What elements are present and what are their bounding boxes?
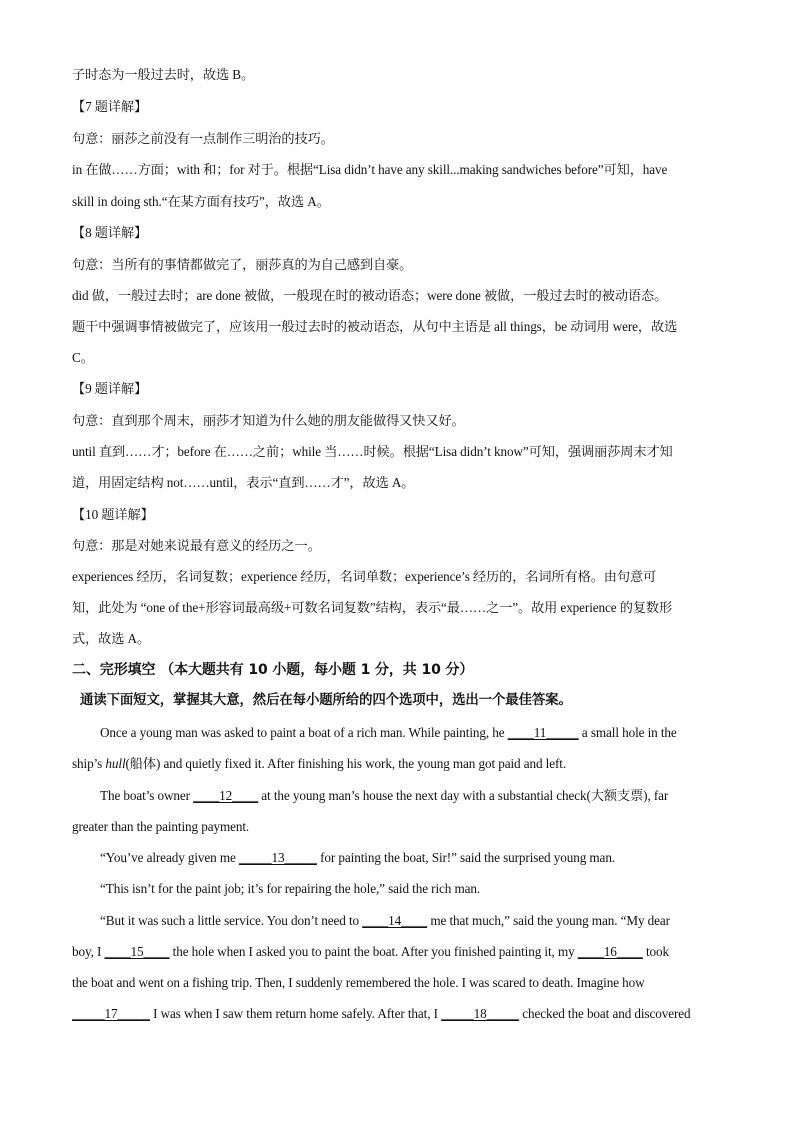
passage-text: boy, I <box>72 944 105 959</box>
section-instruction: 通读下面短文，掌握其大意，然后在每小题所给的四个选项中，选出一个最佳答案。 <box>80 693 572 708</box>
text-line: 式，故选 A。 <box>72 631 151 646</box>
passage-line <box>72 755 732 773</box>
text-line: 句意：那是对她来说最有意义的经历之一。 <box>72 538 321 553</box>
text-line: 句意：丽莎之前没有一点制作三明治的技巧。 <box>72 131 334 146</box>
blank-18: _____18_____ <box>441 1006 520 1021</box>
section-title: 二、完形填空 （本大题共有 10 小题，每小题 1 分，共 10 分） <box>72 662 474 678</box>
passage-text: “But it was such a little service. You don’t need to <box>100 913 363 928</box>
blank-13: _____13_____ <box>238 850 317 865</box>
italic-word: hull <box>105 756 126 771</box>
text-line: 题干中强调事情被做完了，应该用一般过去时的被动语态，从句中主语是 all things，be 动词用 were，故选 <box>72 319 678 334</box>
blank-16: ____16____ <box>577 944 643 959</box>
passage-line <box>100 787 732 805</box>
text-line: C。 <box>72 350 94 365</box>
text-line: 知，此处为 “one of the+形容词最高级+可数名词复数”结构，表示“最……之一”。故用 experience 的复数形 <box>72 600 673 615</box>
passage-text: for painting the boat, Sir!” said the surprised young man. <box>316 850 616 865</box>
text-line: experiences 经历，名词复数；experience 经历，名词单数；experience’s 经历的，名词所有格。由句意可 <box>72 569 657 584</box>
question-header-9: 【9 题详解】 <box>72 381 148 396</box>
blank-11: ____11_____ <box>507 725 579 740</box>
passage-text: “You’ve already given me <box>100 850 239 865</box>
question-header-10: 【10 题详解】 <box>72 507 154 522</box>
text-line: in 在做……方面；with 和；for 对于。根据“Lisa didn’t have any skill...making sandwiches before”可知，have <box>72 162 668 177</box>
passage-line <box>72 943 732 961</box>
passage-line: greater than the painting payment. <box>72 819 250 834</box>
passage-text: (船体) and quietly fixed it. After finishing his work, the young man got paid and left. <box>125 756 567 771</box>
text-line: 道，用固定结构 not……until，表示“直到……才”，故选 A。 <box>72 475 415 490</box>
passage-line <box>100 724 732 742</box>
blank-12: ____12____ <box>193 788 259 803</box>
text-line: 句意：直到那个周末，丽莎才知道为什么她的朋友能做得又快又好。 <box>72 413 465 428</box>
passage-text: I was when I saw them return home safely. After that, I <box>149 1006 442 1021</box>
blank-15: ____15____ <box>104 944 170 959</box>
blank-17: _____17_____ <box>72 1006 150 1021</box>
passage-line <box>100 912 732 930</box>
passage-line <box>72 1005 732 1023</box>
passage-text: me that much,” said the young man. “My dear <box>427 913 670 928</box>
passage-line <box>100 849 732 867</box>
passage-text: at the young man’s house the next day with a substantial check(大额支票), far <box>258 788 669 803</box>
text-line: did 做，一般过去时；are done 被做，一般现在时的被动语态；were done 被做，一般过去时的被动语态。 <box>72 288 668 303</box>
text-line: skill in doing sth.“在某方面有技巧”，故选 A。 <box>72 194 330 209</box>
passage-line: the boat and went on a fishing trip. Then, I suddenly remembered the hole. I was scared to death. Imagine how <box>72 975 645 990</box>
passage-text: Once a young man was asked to paint a boat of a rich man. While painting, he <box>100 725 508 740</box>
passage-text: the hole when I asked you to paint the boat. After you finished painting it, my <box>169 944 578 959</box>
passage-text: ship’s <box>72 756 106 771</box>
text-line: 子时态为一般过去时，故选 B。 <box>72 67 255 82</box>
text-line: until 直到……才；before 在……之前；while 当……时候。根据“Lisa didn’t know”可知，强调丽莎周末才知 <box>72 444 673 459</box>
question-header-8: 【8 题详解】 <box>72 225 148 240</box>
passage-text: The boat’s owner <box>100 788 194 803</box>
passage-text: checked the boat and discovered <box>519 1006 691 1021</box>
passage-text: a small hole in the <box>578 725 677 740</box>
passage-line: “This isn’t for the paint job; it’s for repairing the hole,” said the rich man. <box>100 881 481 896</box>
text-line: 句意：当所有的事情都做完了，丽莎真的为自己感到自豪。 <box>72 257 413 272</box>
question-header-7: 【7 题详解】 <box>72 99 148 114</box>
passage-text: took <box>642 944 669 959</box>
blank-14: ____14____ <box>362 913 428 928</box>
